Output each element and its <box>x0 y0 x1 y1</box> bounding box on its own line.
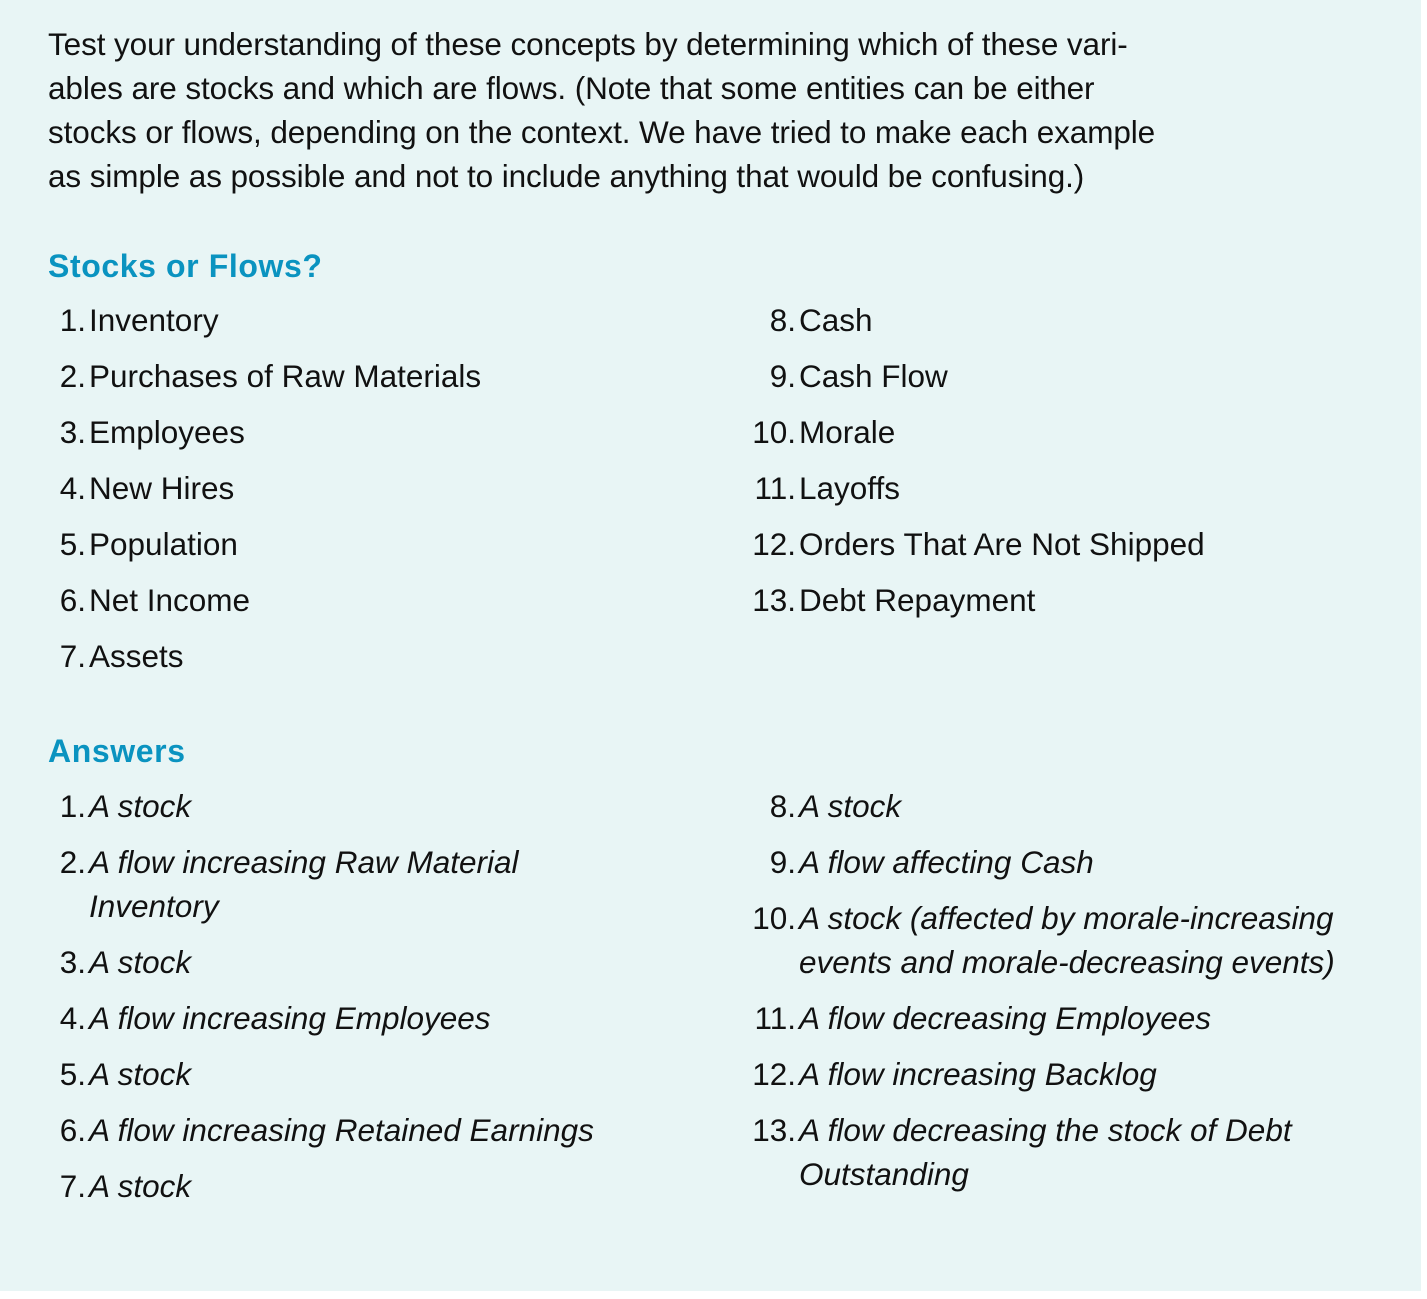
question-item: 13. Debt Repayment <box>752 582 1036 618</box>
answer-item: 10. A stock (affected by morale-increasing events and morale-decreasing events) <box>752 900 1335 980</box>
question-item: 9. Cash Flow <box>769 358 948 394</box>
question-item: 6. Net Income <box>59 582 251 618</box>
question-item: 11. Layoffs <box>754 470 900 506</box>
answer-item: 3. A stock <box>59 944 192 980</box>
answer-item: 8. A stock <box>769 788 902 824</box>
answer-item: 1. A stock <box>59 788 192 824</box>
answers-list-right <box>736 784 1356 1208</box>
answer-item: 11. A flow decreasing Employees <box>754 1000 1212 1036</box>
intro-line: stocks or flows, depending on the context. We have tried to make each example <box>48 114 1156 150</box>
answer-item: 13. A flow decreasing the stock of Debt Outstanding <box>752 1112 1292 1192</box>
intro-line: as simple as possible and not to include anything that would be confusing.) <box>48 158 1085 194</box>
answers-heading: Answers <box>48 733 186 769</box>
answer-item: 2. A flow increasing Raw Material Inventory <box>59 844 519 924</box>
question-item: 5. Population <box>59 526 238 562</box>
question-item: 2. Purchases of Raw Materials <box>59 358 482 394</box>
intro-paragraph <box>48 22 1378 198</box>
answer-item: 4. A flow increasing Employees <box>59 1000 491 1036</box>
question-item: 3. Employees <box>59 414 245 450</box>
question-item: 12. Orders That Are Not Shipped <box>752 526 1205 562</box>
answer-item: 12. A flow increasing Backlog <box>752 1056 1157 1092</box>
answer-item: 9. A flow affecting Cash <box>769 844 1094 880</box>
question-item: 4. New Hires <box>59 470 235 506</box>
question-item: 1. Inventory <box>59 302 219 338</box>
questions-list-right <box>736 298 1356 634</box>
answers-list-left <box>48 784 648 1220</box>
answer-item: 7. A stock <box>59 1168 192 1204</box>
question-item: 8. Cash <box>769 302 873 338</box>
question-item: 10. Morale <box>752 414 896 450</box>
questions-heading: Stocks or Flows? <box>48 248 323 284</box>
intro-line: ables are stocks and which are flows. (Note that some entities can be either <box>48 70 1095 106</box>
questions-list-left <box>48 298 688 690</box>
intro-line: Test your understanding of these concepts by determining which of these vari- <box>48 26 1128 62</box>
question-item: 7. Assets <box>59 638 184 674</box>
answer-item: 5. A stock <box>59 1056 192 1092</box>
answer-item: 6. A flow increasing Retained Earnings <box>59 1112 594 1148</box>
